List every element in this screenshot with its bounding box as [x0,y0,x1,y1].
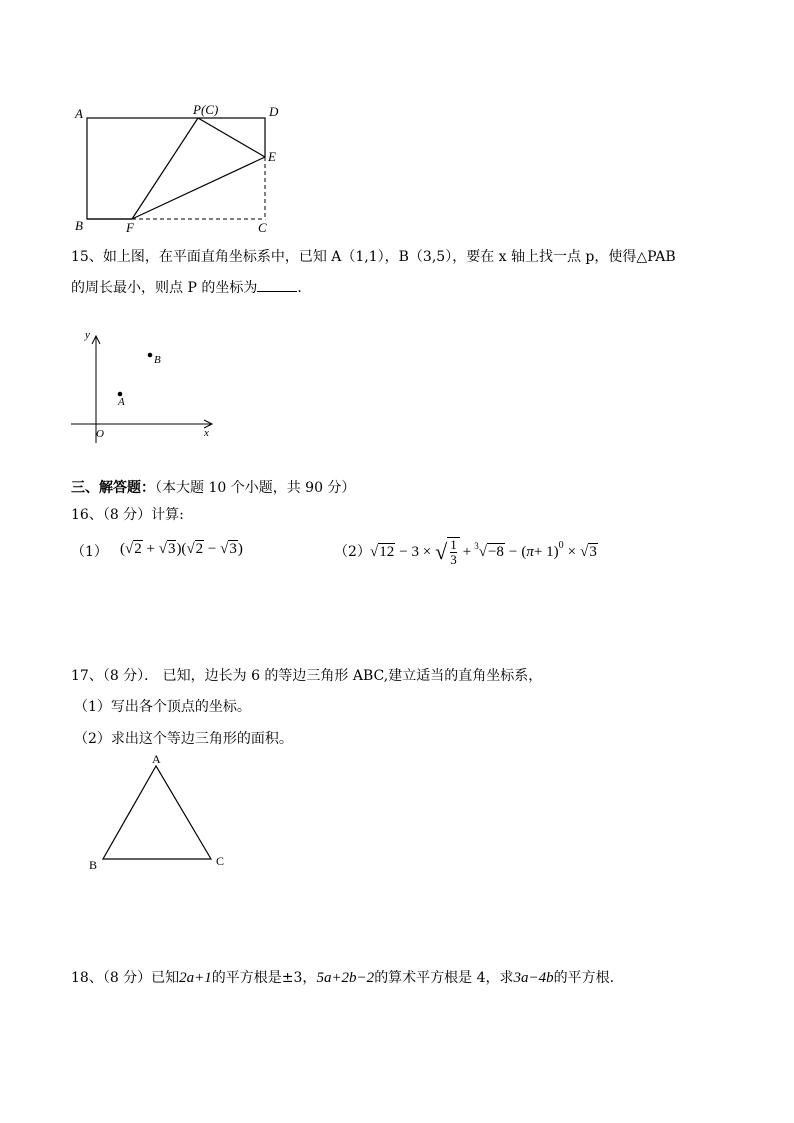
q17-title: 17、（8 分）． 已知，边长为 6 的等边三角形 ABC,建立适当的直角坐标系， [71,668,543,684]
q16-part1-expression: (√2 + √3)(√2 − √3) [120,541,243,557]
rectangle-fold-figure [70,98,290,238]
label-C: C [258,220,267,235]
q16-title: 16、（8 分）计算: [71,507,184,523]
q17-part1: （1）写出各个顶点的坐标。 [74,699,251,715]
q16-part2-label: （2） [334,544,371,560]
section-3-title: 三、解答题： [71,480,155,496]
q18-line [71,969,614,987]
q17-part2: （2）求出这个等边三角形的面积。 [74,731,293,747]
section-3-header [71,479,355,497]
label-A: A [75,106,83,121]
label-point-B: B [154,354,161,366]
label-F: F [126,220,134,235]
label-E: E [268,149,276,164]
q15-line2 [71,278,302,297]
label-origin: O [96,428,104,440]
label-PC: P(C) [193,102,219,117]
q18-mid-1: 的平方根是±3， [211,970,317,986]
label-D: D [269,104,279,119]
section-3-note: （本大题 10 个小题，共 90 分） [155,480,356,496]
q15-end: . [297,280,302,296]
answer-blank[interactable] [257,278,297,292]
label-B: B [75,218,83,233]
label-y: y [85,329,90,341]
q18-expr-3: 3a−4b [513,970,554,986]
q15-line1: 15、如上图，在平面直角坐标系中，已知 A（1,1），B（3,5），要在 x 轴上找一点 p，使得△PAB [71,249,676,265]
q18-expr-2: 5a+2b−2 [316,970,375,986]
coordinate-figure [66,326,226,446]
q18-mid-2: 的算术平方根是 4，求 [374,970,514,986]
label-point-A: A [118,396,125,408]
label-x: x [204,427,209,439]
q16-part2-expression: √ 12 − 3 × √ 1 3 + 3 √ −8 − ( π + 1) 0 × √ 3 [370,537,597,567]
q18-expr-1: 2a+1 [179,970,212,986]
q18-pre: 18、（8 分）已知 [71,970,180,986]
triangle-figure [80,752,240,877]
label-triangle-C: C [216,854,225,868]
q16-part1-label: （1） [71,544,108,560]
label-triangle-B: B [89,858,98,872]
label-triangle-A: A [152,752,161,766]
q18-post: 的平方根. [553,970,615,986]
q15-line2-text: 的周长最小，则点 P 的坐标为 [71,280,258,296]
